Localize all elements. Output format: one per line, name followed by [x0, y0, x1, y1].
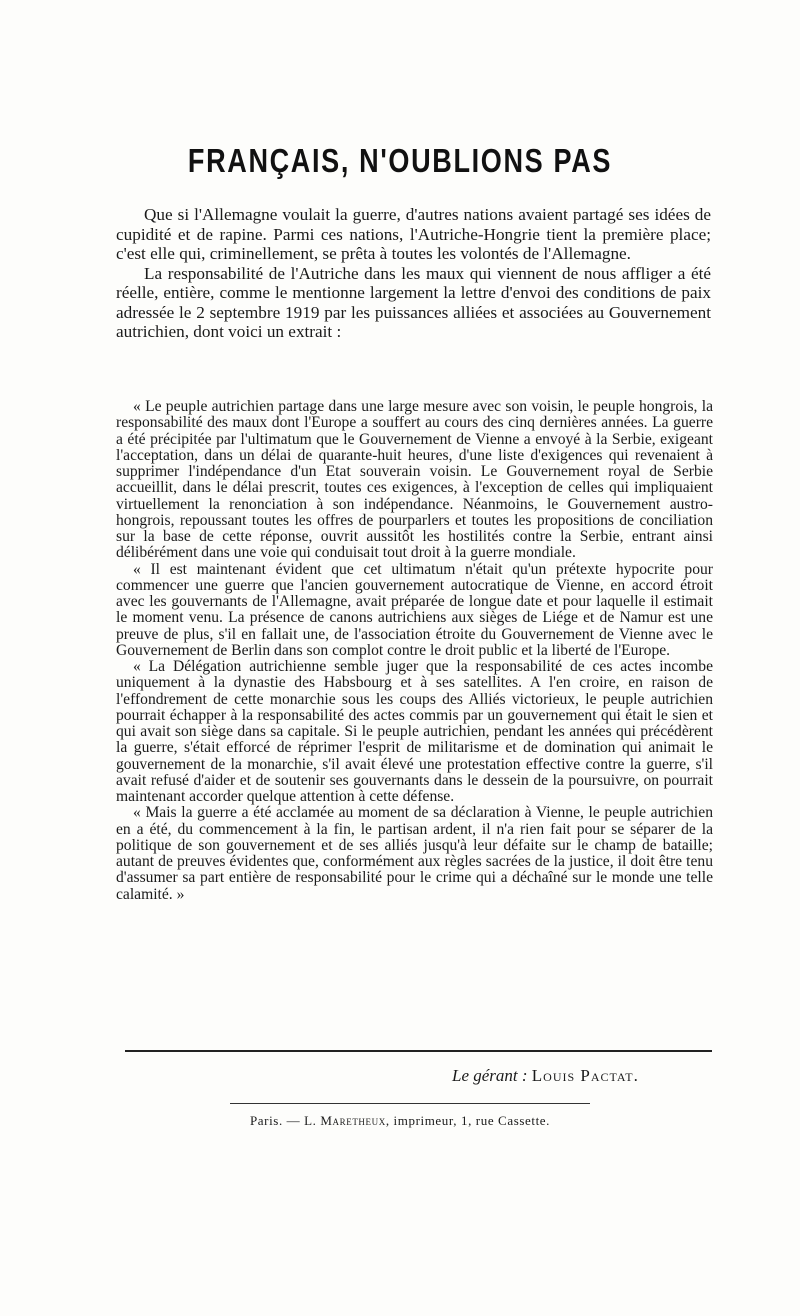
imprint-rule	[230, 1103, 590, 1104]
intro-text	[116, 205, 711, 342]
imprint-city: Paris. — L.	[249, 1113, 317, 1128]
signature-name: Louis Pactat.	[531, 1066, 639, 1085]
intro-paragraph-1: Que si l'Allemagne voulait la guerre, d'autres nations avaient partagé ses idées de cupidité et de rapine. Parmi ces nations, l'Autriche-Hongrie tient la première place; c'est elle qui, criminellement, se prêta à toutes les volontés de l'Allemagne.	[116, 205, 711, 263]
quote-paragraph-4: « Mais la guerre a été acclamée au moment de sa déclaration à Vienne, le peuple autrichien en a été, du commencement à la fin, le partisan ardent, il n'a rien fait pour se séparer de la politique de son gouvernement et de ses alliés jusqu'à leur défaite sur le champ de bataille; autant de preuves évidentes que, conformément aux règles sacrées de la justice, il doit être tenu d'assumer sa part entière de responsabilité pour le crime qui a déchaîné sur le monde une telle calamité. »	[116, 804, 713, 903]
intro-paragraph-2: La responsabilité de l'Autriche dans les maux qui viennent de nous affliger a été réelle, entière, comme le mentionne largement la lettre d'envoi des conditions de paix adressée le 2 septembre 1919 par les puissances alliées et associées au Gouvernement autrichien, dont voici un extrait :	[116, 263, 711, 341]
signature-line	[452, 1066, 702, 1086]
quote-paragraph-1: « Le peuple autrichien partage dans une large mesure avec son voisin, le peuple hongrois, la responsabilité des maux dont l'Europe a souffert au cours des cinq dernières années. La guerre a été précipitée par l'ultimatum que le Gouvernement de Vienne a envoyé à la Serbie, exigeant l'acceptation, dans un délai de quarante-huit heures, d'une liste d'exigences qui revenaient à supprimer l'indépendance d'un Etat souverain voisin. Le Gouvernement royal de Serbie accueillit, dans le délai prescrit, toutes ces exigences, à l'exception de celles qui impliquaient virtuellement la renonciation à son indépendance. Néanmoins, le Gouvernement austro-hongrois, repoussant toutes les offres de pourparlers et toutes les propositions de conciliation sur la base de cette réponse, ouvrit aussitôt les hostilités contre la Serbie, entrant ainsi délibérément dans une voie qui conduisait tout droit à la guerre mondiale.	[116, 398, 713, 562]
imprint-printer: Maretheux,	[320, 1113, 390, 1128]
quote-paragraph-2: « Il est maintenant évident que cet ultimatum n'était qu'un prétexte hypocrite pour commencer une guerre que l'ancien gouvernement autocratique de Vienne, en accord étroit avec les gouvernants de l'Allemagne, avait préparée de longue date et pour laquelle il estimait le moment venu. La présence de canons autrichiens aux sièges de Liége et de Namur est une preuve de plus, s'il en fallait une, de l'association étroite du Gouvernement de Vienne avec le Gouvernement de Berlin dans son complot contre le droit public et la liberté de l'Europe.	[116, 560, 713, 659]
divider-rule	[125, 1050, 712, 1052]
quoted-extract	[116, 399, 713, 903]
imprint-address: imprimeur, 1, rue Cassette.	[393, 1113, 551, 1128]
page-title: FRANÇAIS, N'OUBLIONS PAS	[187, 142, 613, 179]
printer-imprint	[0, 1113, 800, 1129]
quote-paragraph-3: « La Délégation autrichienne semble juger que la responsabilité de ces actes incombe uniquement à la dynastie des Habsbourg et à ses satellites. A l'en croire, en raison de l'effondrement de cette monarchie sous les coups des Alliés victorieux, le peuple autrichien pourrait échapper à la responsabilité des actes commis par un gouvernement qui était le sien et qui avait son siège dans sa capitale. Si le peuple autrichien, pendant les années qui précédèrent la guerre, s'était efforcé de réprimer l'esprit de militarisme et de domination qui animait le gouvernement de la monarchie, s'il avait élevé une protestation effective contre la guerre, s'il avait refusé d'aider et de soutenir ses gouvernants dans le dessein de la poursuivre, on pourrait maintenant accorder quelque attention à cette défense.	[116, 658, 713, 805]
signature-role: Le gérant :	[452, 1066, 528, 1085]
